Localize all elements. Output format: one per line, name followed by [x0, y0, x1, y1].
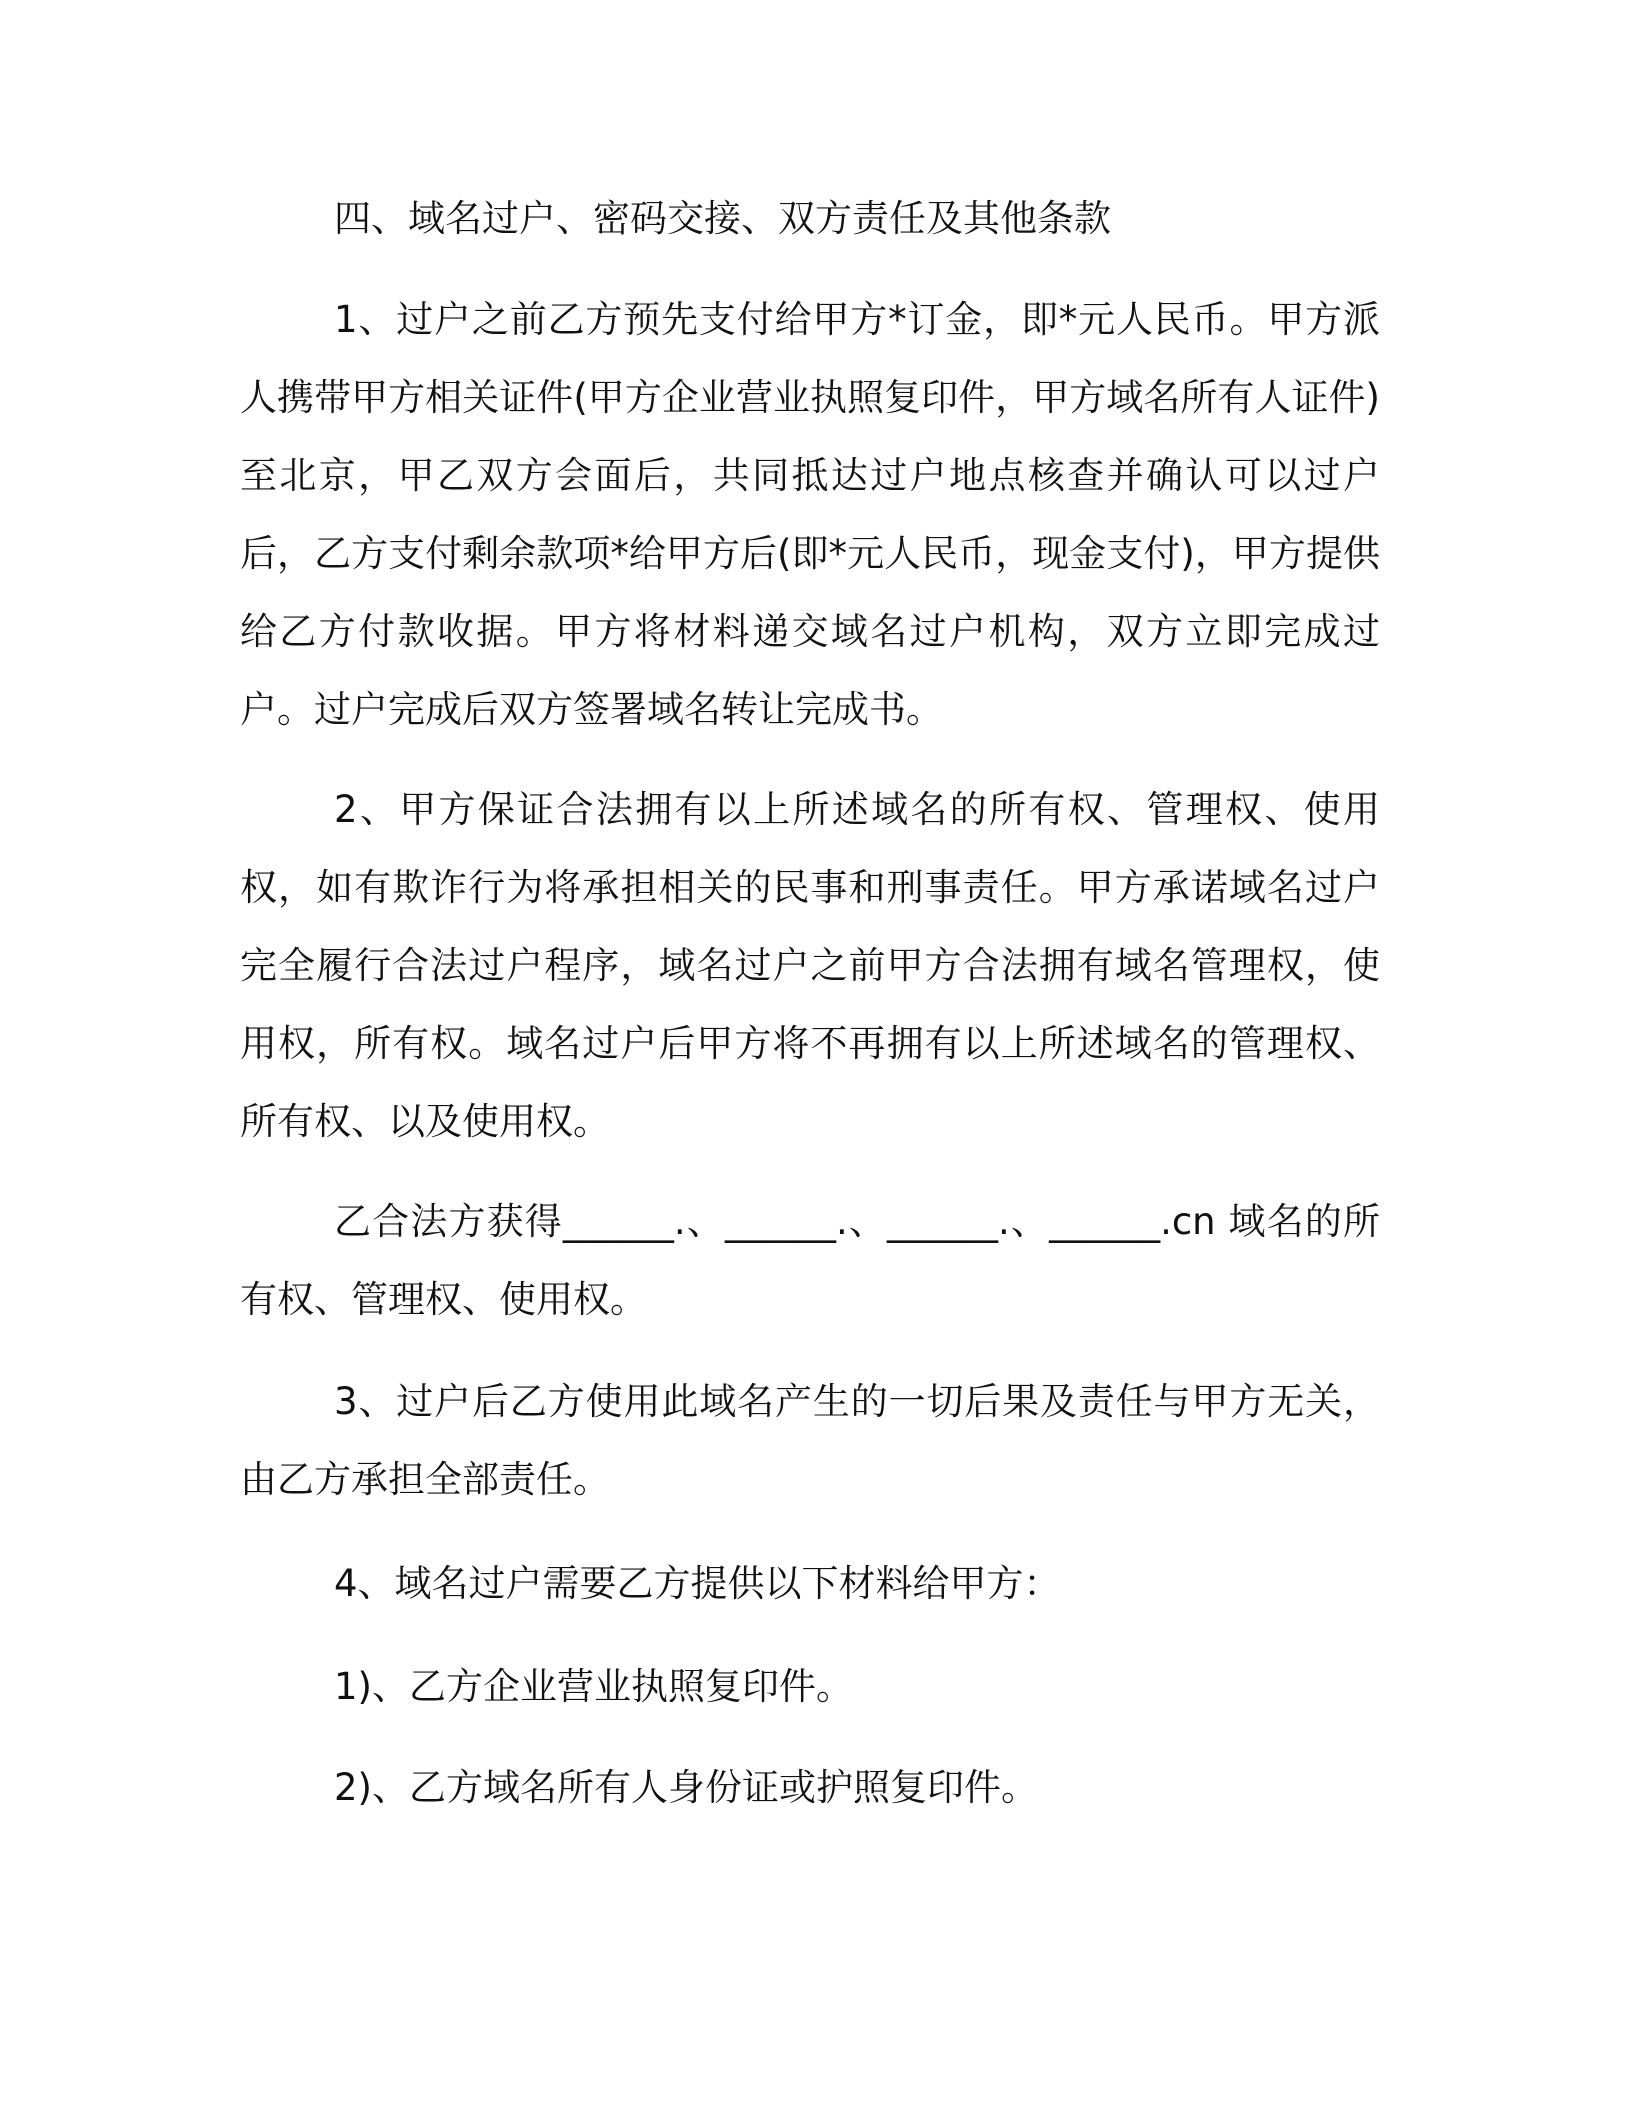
- list-item-id-passport: 2)、乙方域名所有人身份证或护照复印件。: [334, 1766, 1038, 1809]
- paragraph-transfer-payment: 1、过户之前乙方预先支付给甲方*订金，即*元人民币。甲方派人携带甲方相关证件(甲方企业营业执照复印件，甲方域名所有人证件)至北京，甲乙双方会面后，共同抵达过户地点核查并确认可以过户后，乙方支付剩余款项*给甲方后(即*元人民币，现金支付)，甲方提供给乙方付款收据。甲方将材料递交域名过户机构，双方立即完成过户。过户完成后双方签署域名转让完成书。: [240, 298, 1380, 731]
- paragraph-required-materials: 4、域名过户需要乙方提供以下材料给甲方：: [334, 1562, 1061, 1605]
- paragraph-domain-acquisition: 乙合法方获得______.、______.、______.、______.cn 域名的所有权、管理权、使用权。: [240, 1200, 1380, 1321]
- section-heading: 四、域名过户、密码交接、双方责任及其他条款: [334, 197, 1111, 240]
- paragraph-ownership-guarantee: 2、甲方保证合法拥有以上所述域名的所有权、管理权、使用权，如有欺诈行为将承担相关的民事和刑事责任。甲方承诺域名过户完全履行合法过户程序，域名过户之前甲方合法拥有域名管理权，使用权，所有权。域名过户后甲方将不再拥有以上所述域名的管理权、所有权、以及使用权。: [240, 788, 1380, 1143]
- list-item-business-license: 1)、乙方企业营业执照复印件。: [334, 1665, 853, 1708]
- paragraph-post-transfer-liability: 3、过户后乙方使用此域名产生的一切后果及责任与甲方无关，由乙方承担全部责任。: [240, 1380, 1380, 1501]
